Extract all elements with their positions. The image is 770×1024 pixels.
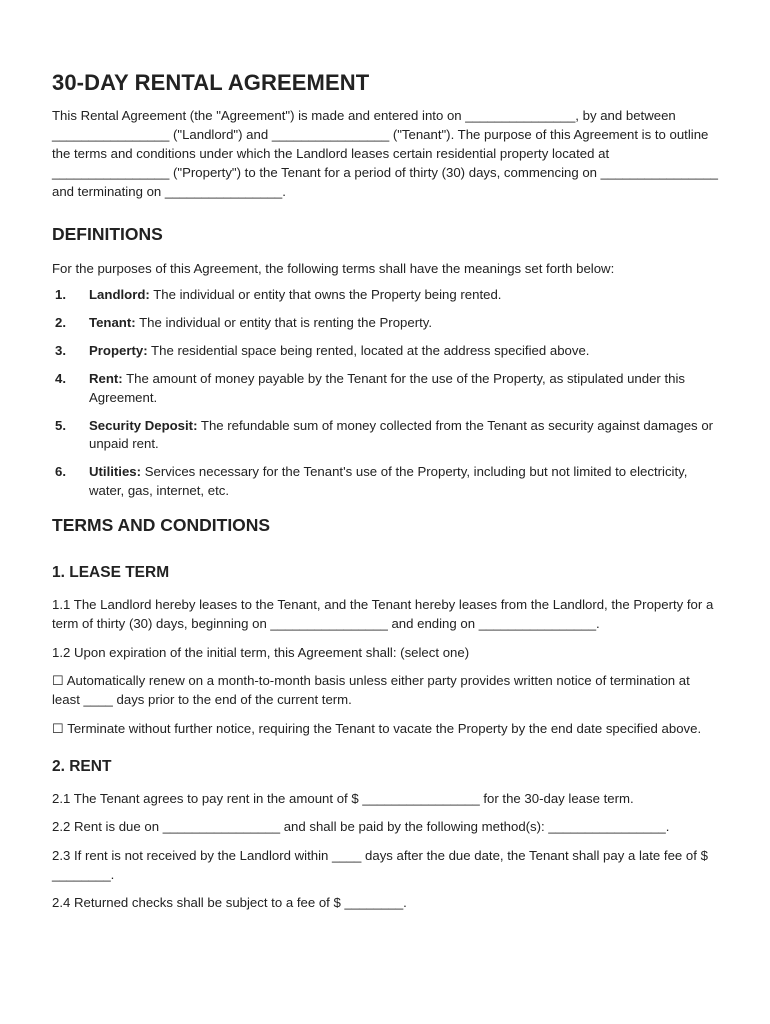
definition-text: The residential space being rented, located at the address specified above.	[147, 343, 590, 358]
renewal-option-auto: ☐ Automatically renew on a month-to-month basis unless either party provides written notice of termination at least ____ days prior to the end of the current term.	[52, 673, 690, 707]
lease-term-heading: 1. LEASE TERM	[52, 564, 170, 581]
definition-number: 3.	[55, 343, 66, 358]
definition-term: Property:	[89, 343, 148, 358]
definition-item	[52, 417, 720, 454]
definition-term: Landlord:	[89, 287, 150, 302]
document-title: 30-DAY RENTAL AGREEMENT	[52, 70, 370, 95]
rent-clause-2-1: 2.1 The Tenant agrees to pay rent in the amount of $ ________________ for the 30-day lease term.	[52, 790, 634, 806]
definition-text: Services necessary for the Tenant's use of the Property, including but not limited to electricity, water, gas, internet, etc.	[89, 464, 688, 498]
intro-paragraph: This Rental Agreement (the "Agreement") is made and entered into on _______________, by and between ________________ ("Landlord") and ________________ ("Tenant"). The purpose of this Agreement is to outline the terms and conditions under which the Landlord leases certain residential property located at ________________ ("Property") to the Tenant for a period of thirty (30) days, commencing on ________________ and terminating on ________________.	[52, 108, 719, 199]
definition-term: Rent:	[89, 371, 123, 386]
definition-term: Security Deposit:	[89, 417, 198, 433]
definitions-intro: For the purposes of this Agreement, the following terms shall have the meanings set forth below:	[52, 261, 615, 276]
rent-clause-2-3: 2.3 If rent is not received by the Landlord within ____ days after the due date, the Tenant shall pay a late fee of $ ________.	[52, 847, 708, 882]
definition-item	[52, 370, 720, 407]
definition-term: Tenant:	[89, 315, 136, 330]
rent-clause-2-4: 2.4 Returned checks shall be subject to a fee of $ ________.	[52, 895, 407, 910]
definition-item	[52, 342, 720, 361]
lease-clause-1-2: 1.2 Upon expiration of the initial term, this Agreement shall: (select one)	[52, 644, 470, 660]
definition-number: 2.	[55, 315, 66, 330]
definition-item	[52, 314, 720, 333]
definitions-heading: DEFINITIONS	[52, 224, 163, 244]
document-page	[52, 70, 720, 922]
definition-text: The individual or entity that is renting the Property.	[135, 315, 433, 330]
definition-number: 6.	[55, 464, 66, 479]
definition-item	[52, 286, 720, 305]
rent-heading: 2. RENT	[52, 757, 112, 775]
definition-number: 1.	[55, 287, 66, 302]
definition-item	[52, 463, 720, 500]
definition-text: The refundable sum of money collected from the Tenant as security against damages or unpaid rent.	[89, 417, 714, 451]
terms-heading: TERMS AND CONDITIONS	[52, 515, 271, 535]
rent-clause-2-2: 2.2 Rent is due on ________________ and shall be paid by the following method(s): ________________.	[52, 819, 670, 834]
definitions-list	[52, 286, 720, 500]
definition-number: 4.	[55, 371, 66, 386]
definition-text: The individual or entity that owns the Property being rented.	[149, 287, 502, 302]
definition-text: The amount of money payable by the Tenant for the use of the Property, as stipulated under this Agreement.	[89, 371, 685, 405]
definition-number: 5.	[55, 417, 66, 433]
lease-clause-1-1: 1.1 The Landlord hereby leases to the Tenant, and the Tenant hereby leases from the Landlord, the Property for a term of thirty (30) days, beginning on ________________ and ending on ________________.	[52, 597, 714, 631]
renewal-option-terminate: ☐ Terminate without further notice, requiring the Tenant to vacate the Property by the end date specified above.	[52, 720, 702, 736]
definition-term: Utilities:	[89, 464, 142, 479]
